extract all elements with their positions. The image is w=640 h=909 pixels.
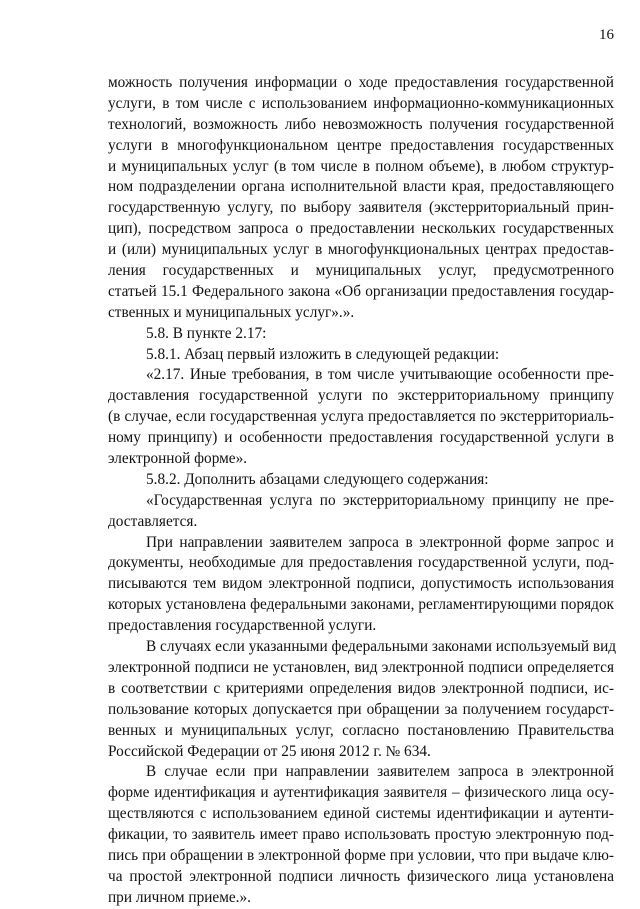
text-line: пись при обращении в электронной форме при условии, что при выдаче клю-: [108, 846, 614, 864]
text-line: пользование которых допускается при обращении за получением государст-: [108, 700, 614, 718]
text-line: электронной форме».: [108, 450, 248, 468]
text-line: ления государственных и муниципальных услуг, предусмотренного: [108, 262, 614, 280]
text-line: Российской Федерации от 25 июня 2012 г. № 634.: [108, 742, 431, 760]
text-line: В случае если при направлении заявителем запроса в электронной: [146, 763, 614, 781]
text-line: и муниципальных услуг (в том числе в полном объеме), в любом структур-: [108, 157, 614, 175]
document-body: [108, 73, 617, 909]
text-line: доставляется.: [108, 512, 198, 530]
text-line: цип), посредством запроса о предоставлении нескольких государственных: [108, 220, 614, 238]
text-line: документы, необходимые для предоставления государственной услуги, под-: [108, 554, 614, 572]
text-line: фикации, то заявитель имеет право использовать простую электронную под-: [108, 826, 614, 844]
text-line: 5.8.2. Дополнить абзацами следующего содержания:: [146, 470, 489, 488]
text-line: «Государственная услуга по экстерриториальному принципу не пре-: [146, 491, 614, 509]
text-line: ча простой электронной подписи личность физического лица установлена: [108, 867, 614, 885]
text-line: писываются тем видом электронной подписи, допустимость использования: [108, 575, 614, 593]
text-line: при личном приеме.».: [108, 888, 251, 906]
text-line: и (или) муниципальных услуг в многофункциональных центрах предостав-: [108, 241, 614, 259]
text-line: (в случае, если государственная услуга предоставляется по экстерриториаль-: [108, 408, 614, 426]
text-line: форме идентификация и аутентификация заявителя – физического лица осу-: [108, 784, 614, 802]
text-line: 5.8.1. Абзац первый изложить в следующей редакции:: [146, 345, 500, 363]
text-line: В случаях если указанными федеральными законами используемый вид: [146, 638, 617, 656]
text-line: электронной подписи не установлен, вид электронной подписи определяется: [108, 658, 614, 676]
page-number: 16: [599, 27, 614, 43]
text-line: ществляются с использованием единой системы идентификации и аутенти-: [108, 805, 614, 823]
text-line: статьей 15.1 Федерального закона «Об организации предоставления государ-: [108, 282, 614, 300]
text-line: венных и муниципальных услуг, согласно постановлению Правительства: [108, 721, 614, 739]
text-line: ственных и муниципальных услуг».».: [108, 303, 355, 321]
text-line: можность получения информации о ходе предоставления государственной: [108, 74, 614, 91]
text-line: которых установлена федеральными законами, регламентирующими порядок: [108, 596, 614, 614]
text-line: технологий, возможность либо невозможность получения государственной: [108, 115, 614, 133]
text-line: услуги, в том числе с использованием информационно-коммуникационных: [108, 94, 614, 112]
text-line: При направлении заявителем запроса в электронной форме запрос и: [146, 533, 614, 551]
text-line: в соответствии с критериями определения видов электронной подписи, ис-: [108, 679, 614, 697]
text-line: государственную услугу, по выбору заявителя (экстерриториальный прин-: [108, 199, 614, 217]
text-line: ном подразделении органа исполнительной власти края, предоставляющего: [108, 178, 614, 196]
text-line: 5.8. В пункте 2.17:: [146, 324, 267, 342]
text-line: ному принципу) и особенности предоставления государственной услуги в: [108, 429, 614, 447]
text-line: «2.17. Иные требования, в том числе учитывающие особенности пре-: [146, 366, 614, 384]
text-line: доставления государственной услуги по экстерриториальному принципу: [108, 387, 614, 405]
text-line: предоставления государственной услуги.: [108, 617, 377, 635]
text-line: услуги в многофункциональном центре предоставления государственных: [108, 136, 614, 154]
